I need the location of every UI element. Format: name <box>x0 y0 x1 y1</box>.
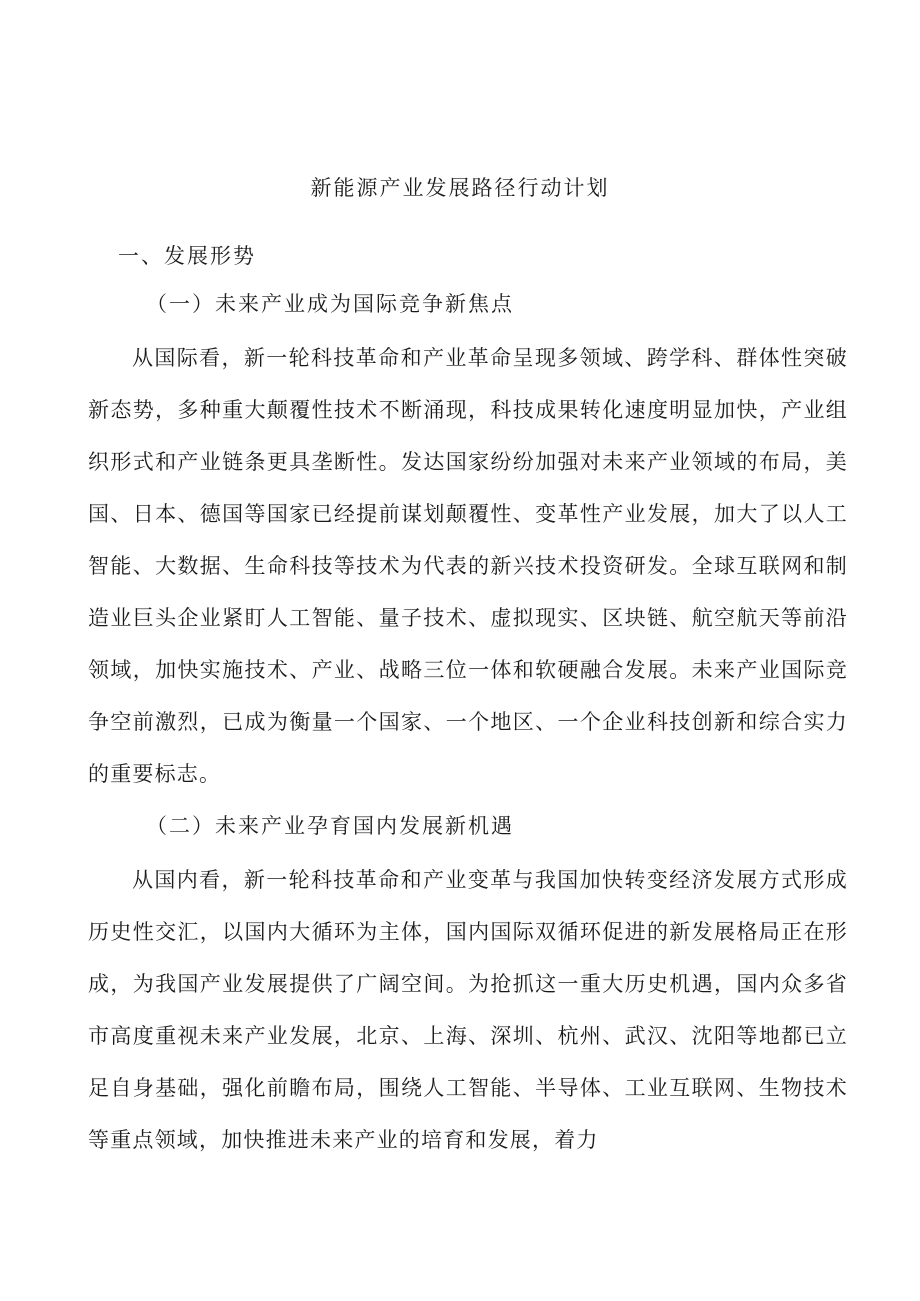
paragraph-domestic: 从国内看，新一轮科技革命和产业变革与我国加快转变经济发展方式形成历史性交汇，以国内大循环为主体，国内国际双循环促进的新发展格局正在形成，为我国产业发展提供了广阔空间。为抢抓这一重大历史机遇，国内众多省市高度重视未来产业发展，北京、上海、深圳、杭州、武汉、沈阳等地都已立足自身基础，强化前瞻布局，围绕人工智能、半导体、工业互联网、生物技术等重点领域，加快推进未来产业的培育和发展，着力 <box>88 868 848 1152</box>
document-title: 新能源产业发展路径行动计划 <box>310 176 610 200</box>
subsection-heading-1: （一）未来产业成为国际竞争新焦点 <box>146 292 514 316</box>
section-heading-development-situation: 一、发展形势 <box>118 244 256 268</box>
subsection-heading-2: （二）未来产业孕育国内发展新机遇 <box>146 814 514 838</box>
paragraph-international: 从国际看，新一轮科技革命和产业革命呈现多领域、跨学科、群体性突破新态势，多种重大颠覆性技术不断涌现，科技成果转化速度明显加快，产业组织形式和产业链条更具垄断性。发达国家纷纷加强对未来产业领域的布局，美国、日本、德国等国家已经提前谋划颠覆性、变革性产业发展，加大了以人工智能、大数据、生命科技等技术为代表的新兴技术投资研发。全球互联网和制造业巨头企业紧盯人工智能、量子技术、虚拟现实、区块链、航空航天等前沿领域，加快实施技术、产业、战略三位一体和软硬融合发展。未来产业国际竞争空前激烈，已成为衡量一个国家、一个地区、一个企业科技创新和综合实力的重要标志。 <box>88 346 848 786</box>
